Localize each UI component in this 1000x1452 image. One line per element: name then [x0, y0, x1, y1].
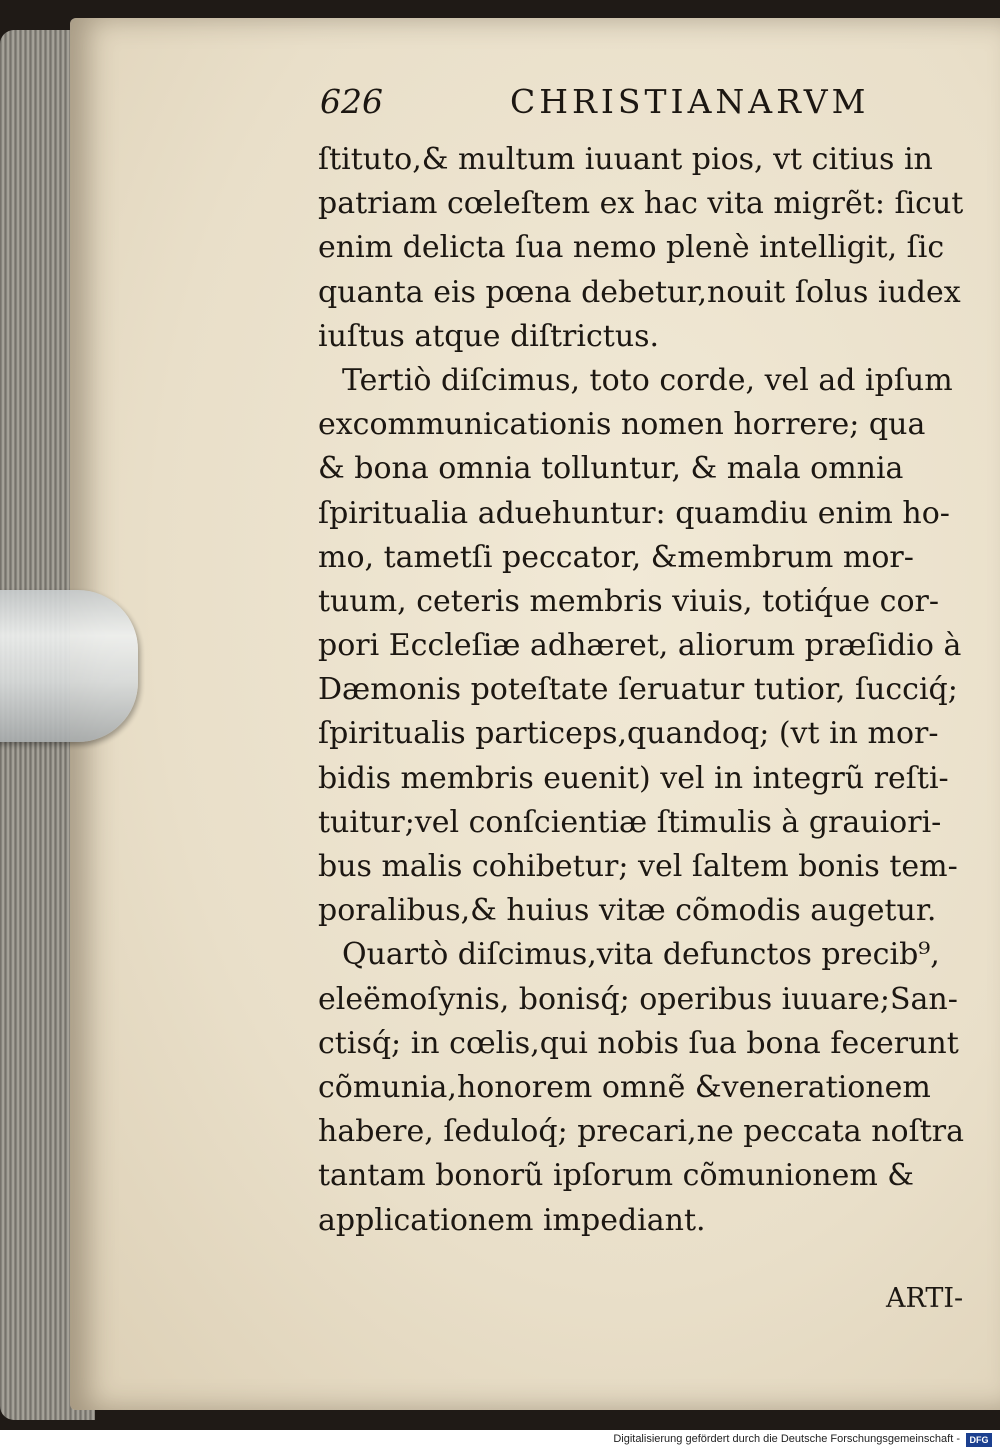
text-line: poralibus,& huius vitæ cõmodis augetur. — [318, 893, 937, 929]
digitization-footer — [0, 1430, 1000, 1452]
text-line: tantam bonorũ ipſorum cõmunionem & — [318, 1158, 915, 1194]
text-line: & bona omnia tolluntur, & mala omnia — [318, 451, 904, 487]
running-head: CHRISTIANARVM — [510, 82, 870, 121]
footer-credit: Digitalisierung gefördert durch die Deutsche Forschungsgemeinschaft - — [613, 1433, 960, 1445]
text-line: quanta eis pœna debetur,nouit ſolus iudex — [318, 274, 961, 310]
page-header — [320, 82, 880, 122]
text-line: enim delicta ſua nemo plenè intelligit, ſic — [318, 230, 945, 266]
text-line: habere, ſeduloq́; precari,ne peccata noſtra — [318, 1114, 964, 1150]
text-line: eleëmoſynis, bonisq́; operibus iuuare;San- — [318, 981, 958, 1017]
text-line: mo, tametſi peccator, &membrum mor- — [318, 539, 914, 575]
text-line: Quartò diſcimus,vita defunctos precib⁹, — [342, 937, 940, 973]
page-clip — [0, 590, 138, 742]
text-line: patriam cœleſtem ex hac vita migrẽt: ſicut — [318, 186, 964, 222]
text-line: cõmunia,honorem omnẽ &venerationem — [318, 1069, 931, 1105]
text-line: ctisq́; in cœlis,qui nobis ſua bona fecerunt — [318, 1025, 959, 1061]
catchword: ARTI- — [886, 1283, 964, 1314]
text-line: Dæmonis poteſtate ſeruatur tutior, ſucciq́; — [318, 672, 958, 708]
text-line: tuum, ceteris membris viuis, totiq́ue cor- — [318, 583, 940, 619]
text-line: Tertiò diſcimus, toto corde, vel ad ipſum — [342, 362, 953, 398]
text-block — [318, 138, 970, 1243]
dfg-logo: DFG — [966, 1433, 992, 1447]
text-line: pori Eccleſiæ adhæret, aliorum præſidio à — [318, 628, 962, 664]
text-line: applicationem impediant. — [318, 1202, 706, 1238]
text-line: ſtituto,& multum iuuant pios, vt citius in — [318, 142, 933, 177]
page-number: 626 — [320, 82, 383, 121]
text-line: tuitur;vel conſcientiæ ſtimulis à grauiori- — [318, 804, 942, 840]
text-line: excommunicationis nomen horrere; qua — [318, 407, 926, 443]
text-line: ſpiritualia aduehuntur: quamdiu enim ho- — [318, 495, 950, 531]
text-line: ſpiritualis particeps,quandoq; (vt in mor- — [318, 716, 939, 752]
text-line: bus malis cohibetur; vel ſaltem bonis tem- — [318, 849, 958, 884]
text-line: iuſtus atque diſtrictus. — [318, 318, 660, 354]
text-line: bidis membris euenit) vel in integrũ reſti- — [318, 760, 949, 796]
